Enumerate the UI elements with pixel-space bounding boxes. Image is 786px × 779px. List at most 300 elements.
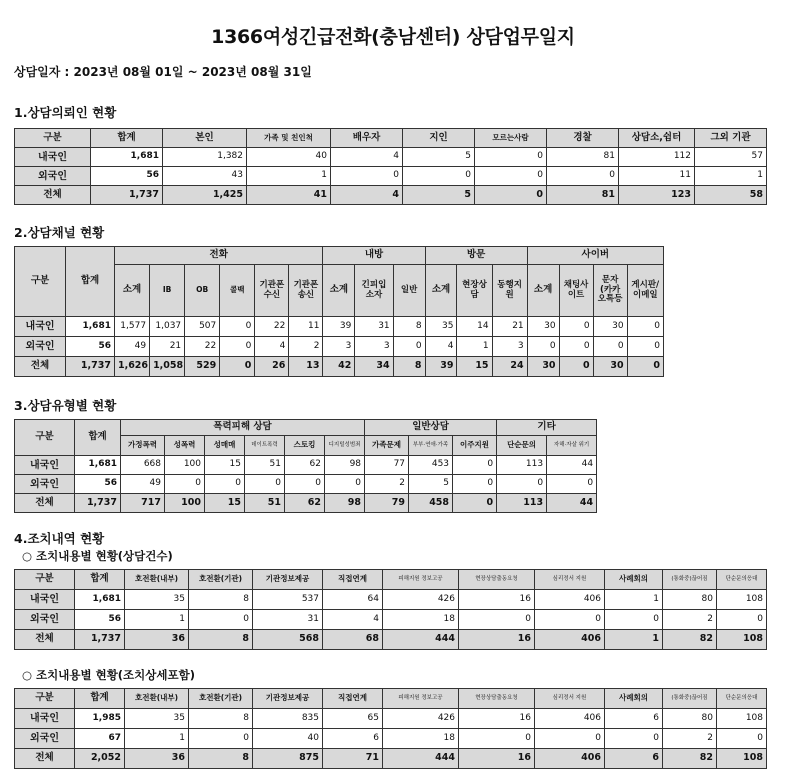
- col-disconnected: (통화중)끊어짐: [663, 689, 717, 709]
- table-cell: 30: [527, 317, 559, 337]
- sub-dating: 데이트폭력: [245, 436, 285, 456]
- table-row: [15, 610, 767, 630]
- col-simple-response: 단순문의응대: [717, 570, 767, 590]
- table-cell: 5: [403, 186, 475, 205]
- col-onsite-request: 현장상담출동요청: [459, 689, 535, 709]
- col-direct-link: 직접연계: [323, 570, 383, 590]
- table-cell: 1,577: [114, 317, 149, 337]
- row-total-cell: 56: [75, 610, 125, 630]
- table-cell: 4: [331, 148, 403, 167]
- table-cell: 11: [619, 167, 695, 186]
- col-total: 합계: [66, 247, 115, 317]
- col-transfer-internal: 호전환(내부): [125, 570, 189, 590]
- table-cell: 875: [253, 749, 323, 769]
- table-cell: 568: [253, 630, 323, 650]
- sub-couple: 부부·연애·가족: [409, 436, 453, 456]
- table-cell: 1: [457, 337, 492, 357]
- row-total-cell: 67: [75, 729, 125, 749]
- table-cell: 22: [185, 337, 220, 357]
- table-cell: 2: [365, 475, 409, 494]
- table-cell: 2: [663, 729, 717, 749]
- table-cell: 100: [165, 456, 205, 475]
- sub-prostitution: 성매매: [205, 436, 245, 456]
- table-cell: 30: [527, 357, 559, 377]
- table-cell: 22: [255, 317, 289, 337]
- sub-simple-inquiry: 단순문의: [497, 436, 547, 456]
- row-label: 전체: [15, 357, 66, 377]
- row-label: 외국인: [15, 167, 91, 186]
- table-cell: 108: [717, 630, 767, 650]
- table-cell: 40: [247, 148, 331, 167]
- table-cell: 0: [245, 475, 285, 494]
- section-2-title: 2.상담채널 현황: [14, 225, 105, 240]
- table-cell: 68: [323, 630, 383, 650]
- table-cell: 1,058: [150, 357, 185, 377]
- table-cell: 8: [189, 709, 253, 729]
- row-total-cell: 1,737: [75, 630, 125, 650]
- col-victim-support-info: 피해지원 정보고공: [383, 570, 459, 590]
- table-cell: 35: [125, 709, 189, 729]
- table-row: [15, 456, 597, 475]
- table-cell: 43: [163, 167, 247, 186]
- col-acquaintance: 지인: [403, 129, 475, 148]
- row-total-cell: 1,737: [66, 357, 115, 377]
- table-cell: 1: [247, 167, 331, 186]
- col-transfer-internal: 호전환(내부): [125, 689, 189, 709]
- table-cell: 58: [695, 186, 767, 205]
- table-cell: 51: [245, 456, 285, 475]
- table-cell: 0: [627, 357, 663, 377]
- col-category: 구분: [15, 570, 75, 590]
- table-cell: 15: [205, 494, 245, 513]
- table-cell: 0: [453, 475, 497, 494]
- table-cell: 406: [535, 709, 605, 729]
- table-cell: 108: [717, 749, 767, 769]
- table-cell: 62: [285, 494, 325, 513]
- group-header-row: [15, 247, 664, 265]
- table-cell: 0: [605, 729, 663, 749]
- table-cell: 835: [253, 709, 323, 729]
- row-total-cell: 1,737: [91, 186, 163, 205]
- table-cell: 13: [289, 357, 323, 377]
- table-cell: 0: [497, 475, 547, 494]
- table-cell: 81: [547, 186, 619, 205]
- sub-ib: IB: [150, 265, 185, 317]
- table-cell: 0: [605, 610, 663, 630]
- table-cell: 108: [717, 590, 767, 610]
- table-cell: 21: [150, 337, 185, 357]
- table-cell: 14: [457, 317, 492, 337]
- table-cell: 0: [220, 317, 255, 337]
- table-cell: 1: [125, 610, 189, 630]
- col-spouse: 배우자: [331, 129, 403, 148]
- table-cell: 0: [475, 167, 547, 186]
- table-cell: 35: [125, 590, 189, 610]
- table-cell: 62: [285, 456, 325, 475]
- sub-digital: 디지털성범죄: [325, 436, 365, 456]
- table-cell: 4: [425, 337, 457, 357]
- table-row: [15, 475, 597, 494]
- table-cell: 49: [121, 475, 165, 494]
- table-row: [15, 494, 597, 513]
- table-cell: 41: [247, 186, 331, 205]
- group-other: 기타: [497, 420, 597, 436]
- table-cell: 3: [355, 337, 393, 357]
- table-cell: 77: [365, 456, 409, 475]
- row-total-cell: 1,681: [66, 317, 115, 337]
- table-cell: 26: [255, 357, 289, 377]
- table-cell: 1: [125, 729, 189, 749]
- sub-board-email: 게시판/이메일: [627, 265, 663, 317]
- table-cell: 30: [593, 357, 627, 377]
- table-cell: 42: [323, 357, 355, 377]
- table-cell: 0: [285, 475, 325, 494]
- section-3-title: 3.상담유형별 현황: [14, 398, 117, 413]
- table-cell: 123: [619, 186, 695, 205]
- page-title: 1366여성긴급전화(충남센터) 상담업무일지: [211, 26, 575, 48]
- row-label: 외국인: [15, 337, 66, 357]
- col-stranger: 모르는사람: [475, 129, 547, 148]
- sub-subtotal: 소계: [114, 265, 149, 317]
- table-cell: 0: [220, 337, 255, 357]
- table-row: [15, 317, 664, 337]
- col-onsite-request: 현장상담출동요청: [459, 570, 535, 590]
- col-disconnected: (통화중)끊어짐: [663, 570, 717, 590]
- table-row: [15, 709, 767, 729]
- row-total-cell: 1,681: [91, 148, 163, 167]
- row-label: 전체: [15, 630, 75, 650]
- row-label: 내국인: [15, 709, 75, 729]
- table-cell: 453: [409, 456, 453, 475]
- table-cell: 34: [355, 357, 393, 377]
- table-row: [15, 749, 767, 769]
- consultation-type-table: [14, 419, 597, 513]
- table-cell: 0: [559, 317, 593, 337]
- table-cell: 426: [383, 590, 459, 610]
- table-cell: 71: [323, 749, 383, 769]
- col-transfer-agency: 호전환(기관): [189, 570, 253, 590]
- col-category: 구분: [15, 247, 66, 317]
- row-label: 내국인: [15, 590, 75, 610]
- table-cell: 0: [627, 317, 663, 337]
- client-status-table: [14, 128, 767, 205]
- section-1-title: 1.상담의뢰인 현황: [14, 105, 117, 120]
- row-label: 내국인: [15, 456, 75, 475]
- col-category: 구분: [15, 420, 75, 456]
- table-cell: 444: [383, 630, 459, 650]
- table-cell: 6: [605, 749, 663, 769]
- col-police: 경찰: [547, 129, 619, 148]
- group-header-row: [15, 420, 597, 436]
- group-visit-in: 내방: [323, 247, 425, 265]
- table-cell: 426: [383, 709, 459, 729]
- group-general: 일반상담: [365, 420, 497, 436]
- col-self: 본인: [163, 129, 247, 148]
- table-cell: 1: [695, 167, 767, 186]
- col-center-shelter: 상담소,쉼터: [619, 129, 695, 148]
- action-detail-table: [14, 688, 767, 769]
- table-cell: 36: [125, 749, 189, 769]
- table-cell: 82: [663, 749, 717, 769]
- table-cell: 0: [527, 337, 559, 357]
- section-4-sub1: ○ 조치내용별 현황(상담건수): [22, 549, 173, 563]
- row-total-cell: 56: [66, 337, 115, 357]
- table-cell: 57: [695, 148, 767, 167]
- table-cell: 30: [593, 317, 627, 337]
- table-cell: 0: [535, 729, 605, 749]
- table-cell: 98: [325, 456, 365, 475]
- table-cell: 507: [185, 317, 220, 337]
- section-4-sub2: ○ 조치내용별 현황(조치상세포함): [22, 668, 195, 682]
- col-psych-support: 심리정서 지원: [535, 570, 605, 590]
- sub-callback: 콜백: [220, 265, 255, 317]
- table-cell: 6: [323, 729, 383, 749]
- table-cell: 1: [605, 630, 663, 650]
- sub-agency-in: 기관폰 수신: [255, 265, 289, 317]
- row-label: 전체: [15, 494, 75, 513]
- table-cell: 5: [403, 148, 475, 167]
- row-total-cell: 1,985: [75, 709, 125, 729]
- row-total-cell: 56: [75, 475, 121, 494]
- table-cell: 406: [535, 630, 605, 650]
- table-cell: 98: [325, 494, 365, 513]
- table-cell: 16: [459, 749, 535, 769]
- group-cyber: 사이버: [527, 247, 663, 265]
- table-cell: 44: [547, 494, 597, 513]
- table-cell: 1,037: [150, 317, 185, 337]
- table-cell: 15: [205, 456, 245, 475]
- table-cell: 11: [289, 317, 323, 337]
- col-agency-info: 기관정보제공: [253, 570, 323, 590]
- table-cell: 113: [497, 494, 547, 513]
- table-cell: 4: [331, 186, 403, 205]
- table-cell: 0: [165, 475, 205, 494]
- table-row: [15, 357, 664, 377]
- table-cell: 49: [114, 337, 149, 357]
- header-row: [15, 570, 767, 590]
- table-cell: 0: [559, 337, 593, 357]
- table-cell: 65: [323, 709, 383, 729]
- table-cell: 529: [185, 357, 220, 377]
- sub-stalking: 스토킹: [285, 436, 325, 456]
- table-cell: 1,382: [163, 148, 247, 167]
- row-total-cell: 56: [91, 167, 163, 186]
- table-cell: 8: [189, 630, 253, 650]
- table-cell: 108: [717, 709, 767, 729]
- table-cell: 35: [425, 317, 457, 337]
- table-cell: 537: [253, 590, 323, 610]
- table-cell: 0: [205, 475, 245, 494]
- sub-text-message: 문자(카카오톡등: [593, 265, 627, 317]
- table-cell: 0: [220, 357, 255, 377]
- table-cell: 406: [535, 749, 605, 769]
- col-victim-support-info: 피해지원 정보고공: [383, 689, 459, 709]
- table-cell: 81: [547, 148, 619, 167]
- header-row: [15, 689, 767, 709]
- table-cell: 16: [459, 590, 535, 610]
- sub-domestic: 가정폭력: [121, 436, 165, 456]
- col-other-agency: 그외 기관: [695, 129, 767, 148]
- table-cell: 717: [121, 494, 165, 513]
- col-psych-support: 심리정서 지원: [535, 689, 605, 709]
- sub-sexual: 성폭력: [165, 436, 205, 456]
- table-cell: 0: [475, 186, 547, 205]
- sub-migrant: 이주지원: [453, 436, 497, 456]
- table-cell: 0: [559, 357, 593, 377]
- col-transfer-agency: 호전환(기관): [189, 689, 253, 709]
- row-total-cell: 1,737: [75, 494, 121, 513]
- table-cell: 0: [627, 337, 663, 357]
- row-label: 내국인: [15, 317, 66, 337]
- table-cell: 3: [492, 337, 527, 357]
- sub-emergency-resident: 긴피입소자: [355, 265, 393, 317]
- col-family: 가족 및 친인척: [247, 129, 331, 148]
- table-cell: 0: [453, 456, 497, 475]
- table-cell: 18: [383, 610, 459, 630]
- table-cell: 0: [331, 167, 403, 186]
- table-cell: 0: [189, 610, 253, 630]
- sub-family: 가족문제: [365, 436, 409, 456]
- table-row: [15, 590, 767, 610]
- table-cell: 44: [547, 456, 597, 475]
- row-label: 외국인: [15, 729, 75, 749]
- table-cell: 0: [717, 610, 767, 630]
- table-row: [15, 729, 767, 749]
- table-cell: 0: [535, 610, 605, 630]
- col-category: 구분: [15, 129, 91, 148]
- col-simple-response: 단순문의응대: [717, 689, 767, 709]
- col-total: 합계: [75, 420, 121, 456]
- col-case-meeting: 사례회의: [605, 689, 663, 709]
- table-cell: 51: [245, 494, 285, 513]
- group-violence: 폭력피해 상담: [121, 420, 365, 436]
- table-cell: 0: [403, 167, 475, 186]
- row-label: 전체: [15, 749, 75, 769]
- table-cell: 113: [497, 456, 547, 475]
- table-cell: 18: [383, 729, 459, 749]
- table-cell: 0: [459, 729, 535, 749]
- table-cell: 0: [189, 729, 253, 749]
- sub-onsite: 현장상담: [457, 265, 492, 317]
- table-cell: 1,425: [163, 186, 247, 205]
- table-cell: 1,626: [114, 357, 149, 377]
- table-cell: 0: [593, 337, 627, 357]
- sub-accompany: 동행지원: [492, 265, 527, 317]
- group-outreach: 방문: [425, 247, 527, 265]
- col-total: 합계: [91, 129, 163, 148]
- row-label: 외국인: [15, 475, 75, 494]
- table-row: [15, 630, 767, 650]
- sub-agency-out: 기관폰 송신: [289, 265, 323, 317]
- row-total-cell: 2,052: [75, 749, 125, 769]
- table-cell: 0: [453, 494, 497, 513]
- table-cell: 16: [459, 709, 535, 729]
- section-4-title: 4.조치내역 현황: [14, 531, 105, 546]
- table-cell: 5: [409, 475, 453, 494]
- table-cell: 16: [459, 630, 535, 650]
- report-period: 상담일자 : 2023년 08월 01일 ~ 2023년 08월 31일: [14, 65, 312, 79]
- table-cell: 4: [255, 337, 289, 357]
- table-cell: 3: [323, 337, 355, 357]
- table-row: [15, 186, 767, 205]
- table-cell: 0: [547, 167, 619, 186]
- table-row: [15, 148, 767, 167]
- table-cell: 444: [383, 749, 459, 769]
- sub-subtotal: 소계: [323, 265, 355, 317]
- action-count-table: [14, 569, 767, 650]
- table-cell: 31: [253, 610, 323, 630]
- table-cell: 31: [355, 317, 393, 337]
- table-cell: 406: [535, 590, 605, 610]
- table-cell: 458: [409, 494, 453, 513]
- sub-ob: OB: [185, 265, 220, 317]
- row-label: 외국인: [15, 610, 75, 630]
- table-cell: 668: [121, 456, 165, 475]
- table-cell: 39: [425, 357, 457, 377]
- table-cell: 21: [492, 317, 527, 337]
- table-row: [15, 337, 664, 357]
- col-total: 합계: [75, 689, 125, 709]
- col-case-meeting: 사례회의: [605, 570, 663, 590]
- table-row: [15, 167, 767, 186]
- table-cell: 0: [393, 337, 425, 357]
- sub-self-harm: 자해·자살 위기: [547, 436, 597, 456]
- table-cell: 79: [365, 494, 409, 513]
- table-cell: 39: [323, 317, 355, 337]
- table-cell: 36: [125, 630, 189, 650]
- group-phone: 전화: [114, 247, 322, 265]
- table-cell: 64: [323, 590, 383, 610]
- table-cell: 0: [325, 475, 365, 494]
- table-cell: 8: [189, 749, 253, 769]
- table-cell: 24: [492, 357, 527, 377]
- channel-status-table: [14, 246, 664, 377]
- table-cell: 2: [289, 337, 323, 357]
- table-cell: 1: [605, 590, 663, 610]
- col-agency-info: 기관정보제공: [253, 689, 323, 709]
- table-cell: 40: [253, 729, 323, 749]
- table-cell: 0: [475, 148, 547, 167]
- table-cell: 8: [393, 357, 425, 377]
- table-cell: 15: [457, 357, 492, 377]
- table-cell: 0: [717, 729, 767, 749]
- table-cell: 8: [189, 590, 253, 610]
- row-total-cell: 1,681: [75, 590, 125, 610]
- row-label: 내국인: [15, 148, 91, 167]
- col-total: 합계: [75, 570, 125, 590]
- sub-general: 일반: [393, 265, 425, 317]
- col-direct-link: 직접연계: [323, 689, 383, 709]
- table-cell: 80: [663, 590, 717, 610]
- table-cell: 2: [663, 610, 717, 630]
- table-cell: 100: [165, 494, 205, 513]
- table-cell: 0: [547, 475, 597, 494]
- sub-chat: 채팅사이트: [559, 265, 593, 317]
- table-cell: 0: [459, 610, 535, 630]
- table-cell: 8: [393, 317, 425, 337]
- sub-subtotal: 소계: [527, 265, 559, 317]
- row-total-cell: 1,681: [75, 456, 121, 475]
- table-cell: 80: [663, 709, 717, 729]
- table-cell: 112: [619, 148, 695, 167]
- col-category: 구분: [15, 689, 75, 709]
- sub-subtotal: 소계: [425, 265, 457, 317]
- table-cell: 4: [323, 610, 383, 630]
- table-cell: 82: [663, 630, 717, 650]
- row-label: 전체: [15, 186, 91, 205]
- header-row: [15, 129, 767, 148]
- table-cell: 6: [605, 709, 663, 729]
